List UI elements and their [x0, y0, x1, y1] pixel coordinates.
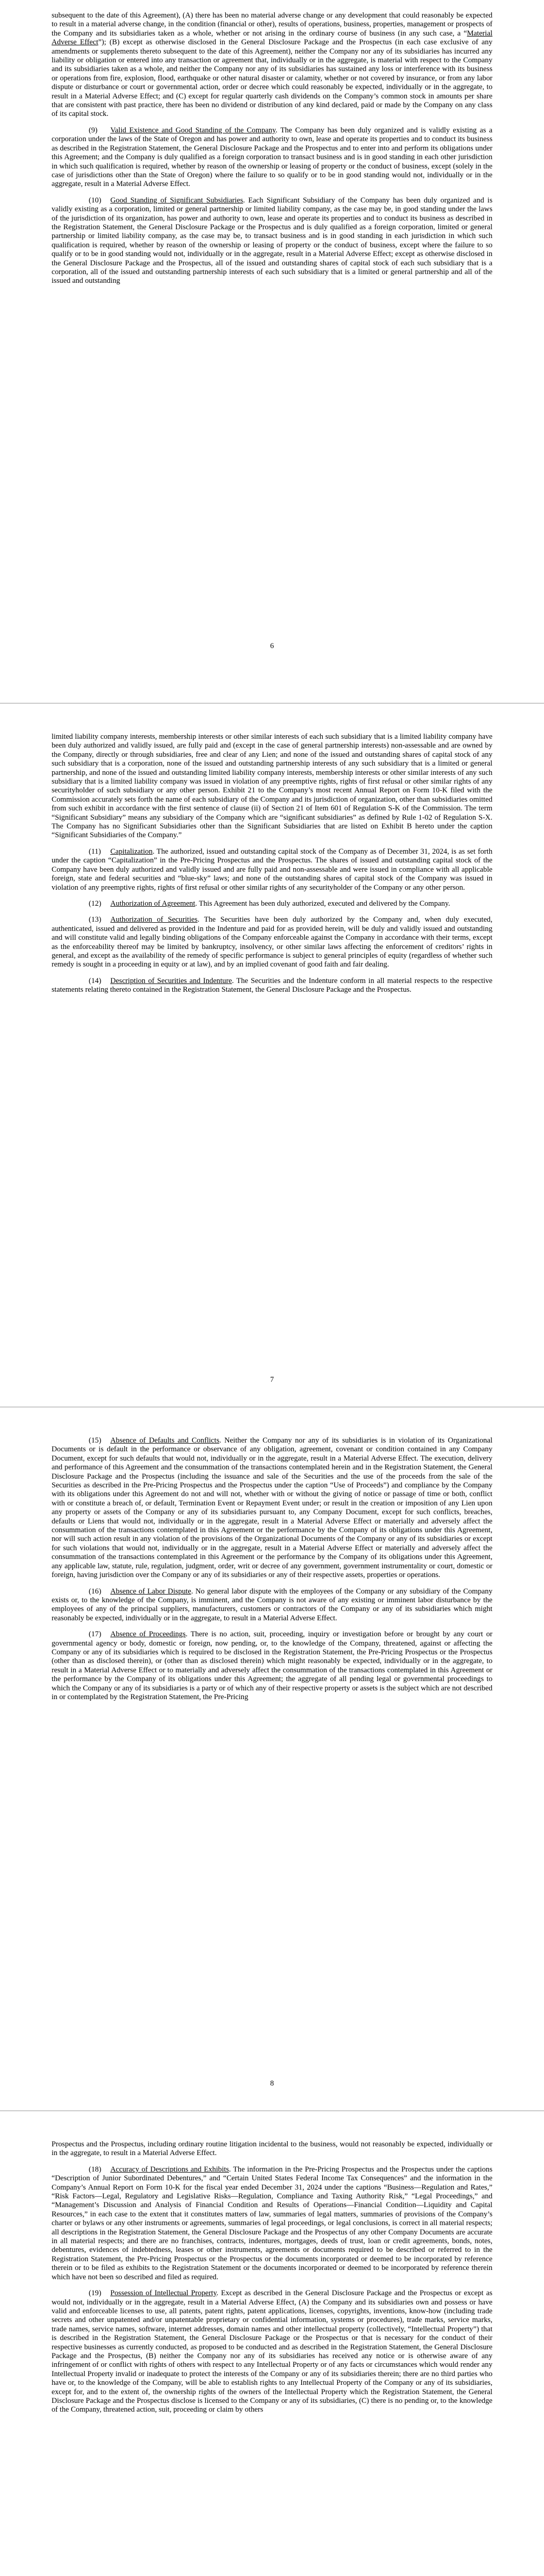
- section-16-body: . No general labor dispute with the employees of the Company or any subsidiary of the Company exists or, to the knowledge of the Company, is imminent, and the Company is not aware of any existing or imminent labor disturbance by the employees of any of the principal suppliers, manufacturers, customers or contractors of the Company or any of its subsidiaries which might reasonably be expected, individually or in the aggregate, to result in a Material Adverse Effect.: [52, 1587, 492, 1622]
- section-11-heading: Capitalization: [110, 847, 153, 856]
- page-9: [0, 2111, 544, 2576]
- page-number-7: 7: [270, 1376, 274, 1384]
- section-14-body: . The Securities and the Indenture conform in all material respects to the respective statements relating thereto contained in the Registration Statement, the General Disclosure Package and the Prospectus.: [52, 976, 493, 994]
- page6-continuation-text: subsequent to the date of this Agreement), (A) there has been no material adverse change or any development that could reasonably be expected to result in a material adverse change, in the condition (financial or other), results of operations, business, properties, management or prospects of the Company and its subsidiaries taken as a whole, whether or not arising in the ordinary course of business (in any such case, a “Material Adverse Effect”); (B) except as otherwise disclosed in the General Disclosure Package and the Prospectus (in each case exclusive of any amendments or supplements thereto subsequent to the date of this Agreement), neither the Company nor any of its subsidiaries has incurred any liability or obligation or entered into any transaction or agreement that, individually or in the aggregate, is material with respect to the Company and its subsidiaries taken as a whole, and neither the Company nor any of its subsidiaries has sustained any loss or interference with its business or operations from fire, explosion, flood, earthquake or other natural disaster or calamity, whether or not covered by insurance, or from any labor dispute or disturbance or court or governmental action, order or decree which could reasonably be expected, individually or in the aggregate, to result in a Material Adverse Effect; and (C) except for regular quarterly cash dividends on the Company’s common stock in amounts per share that are consistent with past practice, there has been no dividend or distribution of any kind declared, paid or made by the Company on any class of its capital stock.: [52, 11, 492, 118]
- section-18-heading: Accuracy of Descriptions and Exhibits: [110, 2165, 229, 2174]
- section-9: [52, 126, 492, 189]
- section-17-body: . There is no action, suit, proceeding, inquiry or investigation before or brought by any court or governmental agency or body, domestic or foreign, now pending, or, to the knowledge of the Company, threatened, against or affecting the Company or any of its subsidiaries which is required to be disclosed in the Registration Statement, the Pre-Pricing Prospectus or the Prospectus (other than as disclosed therein), or (other than as disclosed therein) which might reasonably be expected, individually or in the aggregate, to result in a Material Adverse Effect or to materially and adversely affect the consummation of the transactions contemplated in this Agreement or the performance by the Company of its obligations under this Agreement; the aggregate of all pending legal or governmental proceedings to which the Company or any of its subsidiaries is a party or of which any of their respective property or assets is the subject which are not described in or contemplated by the Registration Statement, the Pre-Pricing: [52, 1630, 492, 1701]
- section-10-body: . Each Significant Subsidiary of the Company has been duly organized and is validly existing as a corporation, limited or general partnership or limited liability company, as the case may be, in good standing under the laws of the jurisdiction of its organization, has power and authority to own, lease and operate its properties and to conduct its business as described in the Registration Statement, the General Disclosure Package or the Prospectus and is duly qualified as a foreign corporation, limited or general partnership or limited liability company, as the case may be, to transact business and is in good standing in each jurisdiction in which such qualification is required, whether by reason of the ownership or leasing of property or the conduct of business, except where the failure to so qualify or to be in good standing would not, individually or in the aggregate, result in a Material Adverse Effect; except as otherwise disclosed in the General Disclosure Package and the Prospectus, all of the issued and outstanding shares of capital stock of each such subsidiary that is a corporation, all of the issued and outstanding partnership interests of each such subsidiary that is a limited or general partnership and all of the issued and outstanding: [52, 196, 492, 285]
- section-15: [52, 1436, 492, 1580]
- section-12-heading: Authorization of Agreement: [110, 899, 195, 908]
- section-19: [52, 2289, 492, 2415]
- section-16: [52, 1587, 492, 1623]
- section-11: [52, 848, 492, 892]
- section-17-number: (17): [89, 1630, 102, 1639]
- page-8: [0, 1408, 544, 2110]
- section-18-body: . The information in the Pre-Pricing Prospectus and the Prospectus under the captions “Description of Junior Subordinated Debentures,” and “Certain United States Federal Income Tax Consequences” and the information in the Company’s Annual Report on Form 10-K for the fiscal year ended December 31, 2024 under the captions “Business—Regulation and Rates,” “Risk Factors—Legal, Regulatory and Legislative Risks—Regulation, Compliance and Taxing Authority Risk,” “Legal Proceedings,” and “Management’s Discussion and Analysis of Financial Condition and Results of Operations—Financial Condition—Liquidity and Capital Resources,” in each case to the extent that it constitutes matters of law, summaries of legal matters, summaries of provisions of the Company’s charter or bylaws or any other instruments or agreements, summaries of legal proceedings, or legal conclusions, is correct in all material respects; all descriptions in the Registration Statement, the General Disclosure Package and the Prospectus of any other Company Documents are accurate in all material respects; and there are no franchises, contracts, indentures, mortgages, deeds of trust, loan or credit agreements, bonds, notes, debentures, evidences of indebtedness, leases or other instruments, agreements or documents required to be described or referred to in the Registration Statement, the Pre-Pricing Prospectus or the Prospectus or the documents incorporated or deemed to be incorporated by reference therein or to be filed as exhibits to the Registration Statement or the documents incorporated or deemed to be incorporated by reference therein which have not been so described and filed as required.: [52, 2165, 493, 2281]
- section-19-number: (19): [89, 2289, 102, 2298]
- page-6: [0, 0, 544, 702]
- page-number-8: 8: [270, 2079, 274, 2088]
- section-15-heading: Absence of Defaults and Conflicts: [110, 1436, 220, 1445]
- section-14: [52, 977, 492, 995]
- page7-continuation-text: limited liability company interests, membership interests or other similar interests of each such subsidiary that is a limited liability company have been duly authorized and validly issued, are fully paid and (except in the case of general partnership interests) non-assessable and are owned by the Company, directly or through subsidiaries, free and clear of any Lien; and none of the issued and outstanding shares of capital stock of any such subsidiary that is a corporation, none of the issued and outstanding partnership interests of any such subsidiary that is a limited or general partnership, and none of the issued and outstanding limited liability company interests, membership interests or other similar interests of any such subsidiary that is a limited liability company was issued in violation of any preemptive rights, rights of first refusal or other similar rights of any securityholder of such subsidiary or any other person. Exhibit 21 to the Company’s most recent Annual Report on Form 10-K filed with the Commission accurately sets forth the name of each subsidiary of the Company and its jurisdiction of organization, other than subsidiaries omitted from such exhibit in accordance with the first sentence of clause (ii) of Section 21 of Item 601 of Regulation S-K of the Commission. The term “Significant Subsidiary” means any subsidiary of the Company which are “significant subsidiaries” as defined by Rule 1-02 of Regulation S-X. The Company has no Significant Subsidiaries other than the Significant Subsidiaries that are listed on Exhibit B hereto under the caption “Significant Subsidiaries of the Company.”: [52, 733, 492, 840]
- defined-term-material-adverse-effect: Material Adverse Effect: [52, 29, 492, 47]
- section-9-number: (9): [89, 126, 98, 134]
- section-16-heading: Absence of Labor Dispute: [110, 1587, 191, 1596]
- section-13-heading: Authorization of Securities: [110, 916, 198, 924]
- section-10-heading: Good Standing of Significant Subsidiaries: [110, 196, 243, 205]
- section-10: [52, 196, 492, 286]
- section-19-heading: Possession of Intellectual Property: [110, 2289, 217, 2298]
- section-12: [52, 900, 492, 908]
- section-9-body: . The Company has been duly organized and is validly existing as a corporation under the laws of the State of Oregon and has power and authority to own, lease and operate its properties and to conduct its business as described in the Registration Statement, the General Disclosure Package and the Prospectus and to enter into and perform its obligations under this Agreement; and the Company is duly qualified as a foreign corporation to transact business and is in good standing in each other jurisdiction in which such qualification is required, whether by reason of the ownership or leasing of property or the conduct of business, except (solely in the case of jurisdictions other than the State of Oregon) where the failure to so qualify or to be in good standing would not, individually or in the aggregate, result in a Material Adverse Effect.: [52, 126, 492, 189]
- section-18: [52, 2165, 492, 2282]
- section-11-body: . The authorized, issued and outstanding capital stock of the Company as of December 31, 2024, is as set forth under the caption “Capitalization” in the Pre-Pricing Prospectus and the Prospectus. The shares of issued and outstanding capital stock of the Company have been duly authorized and validly issued and are fully paid and non-assessable and were issued in compliance with all applicable foreign, state and federal securities and “blue-sky” laws; and none of the outstanding shares of capital stock of the Company was issued in violation of any preemptive rights, rights of first refusal or other similar rights of any securityholder of the Company or any other person.: [52, 847, 492, 892]
- section-19-body: . Except as described in the General Disclosure Package and the Prospectus or except as would not, individually or in the aggregate, result in a Material Adverse Effect, (A) the Company and its subsidiaries own and possess or have valid and enforceable licenses to use, all patents, patent rights, patent applications, licenses, copyrights, inventions, know-how (including trade secrets and other unpatented and/or unpatentable proprietary or confidential information, systems or procedures), trade marks, service marks, trade names, service names, software, internet addresses, domain names and other intellectual property (collectively, “Intellectual Property”) that is described in the Registration Statement, the General Disclosure Package or the Prospectus or that is necessary for the conduct of their respective businesses as currently conducted, as proposed to be conducted and as described in the Registration Statement, the General Disclosure Package and the Prospectus, (B) neither the Company nor any of its subsidiaries has received any notice or is otherwise aware of any infringement of or conflict with rights of others with respect to any Intellectual Property or of any facts or circumstances which would render any Intellectual Property invalid or inadequate to protect the interests of the Company or any of its subsidiaries therein; there are no third parties who have or, to the knowledge of the Company, will be able to establish rights to any Intellectual Property of the Company or any of its subsidiaries, except for, and to the extent of, the ownership rights of the owners of the Intellectual Property which the Registration Statement, the General Disclosure Package and the Prospectus disclose is licensed to the Company or any of its subsidiaries, (C) there is no pending or, to the knowledge of the Company, threatened action, suit, proceeding or claim by others: [52, 2289, 492, 2414]
- section-17-heading: Absence of Proceedings: [110, 1630, 186, 1639]
- section-13-body: . The Securities have been duly authorized by the Company and, when duly executed, authenticated, issued and delivered as provided in the Indenture and paid for as provided herein, will be duly and validly issued and outstanding and will constitute valid and legally binding obligations of the Company enforceable against the Company in accordance with their terms, except as the enforceability thereof may be limited by bankruptcy, insolvency, or other similar laws affecting the enforcement of creditors’ rights in general, and except as the availability of the remedy of specific performance is subject to general principles of equity (regardless of whether such remedy is sought in a proceeding in equity or at law), and by an implied covenant of good faith and fair dealing.: [52, 916, 493, 969]
- section-9-heading: Valid Existence and Good Standing of the Company: [110, 126, 276, 134]
- page9-continuation: [52, 2140, 492, 2158]
- page6-continuation: [52, 11, 492, 119]
- section-16-number: (16): [89, 1587, 102, 1596]
- page-7: [0, 704, 544, 1406]
- section-10-number: (10): [89, 196, 102, 205]
- section-13: [52, 916, 492, 969]
- section-12-body: . This Agreement has been duly authorized, executed and delivered by the Company.: [195, 899, 450, 908]
- section-18-number: (18): [89, 2165, 102, 2174]
- section-17: [52, 1630, 492, 1702]
- page7-continuation: [52, 733, 492, 840]
- section-15-number: (15): [89, 1436, 102, 1445]
- page-number-6: 6: [270, 642, 274, 650]
- section-13-number: (13): [89, 916, 102, 924]
- section-12-number: (12): [89, 899, 102, 908]
- section-14-heading: Description of Securities and Indenture: [110, 976, 232, 985]
- page9-continuation-text: Prospectus and the Prospectus, including ordinary routine litigation incidental to the business, would not reasonably be expected, individually or in the aggregate, to result in a Material Adverse Effect.: [52, 2140, 492, 2158]
- section-11-number: (11): [89, 847, 101, 856]
- section-14-number: (14): [89, 976, 102, 985]
- section-15-body: . Neither the Company nor any of its subsidiaries is in violation of its Organizational Documents or is default in the performance or observance of any obligation, agreement, covenant or condition contained in any Company Document, except for such defaults that would not, individually or in the aggregate, result in a Material Adverse Effect. The execution, delivery and performance of this Agreement and the consummation of the transactions contemplated herein and in the Registration Statement, the General Disclosure Package and the Prospectus (including the issuance and sale of the Securities and the use of the proceeds from the sale of the Securities as described in the Pre-Pricing Prospectus and the Prospectus under the caption “Use of Proceeds”) and compliance by the Company with its obligations under this Agreement do not and will not, whether with or without the giving of notice or passage of time or both, conflict with or constitute a breach of, or default, Termination Event or Repayment Event under; or result in the creation or imposition of any Lien upon any property or assets of the Company or any of its subsidiaries pursuant to, any Company Document, except for such conflicts, breaches, defaults or Liens that would not, individually or in the aggregate, result in a Material Adverse Effect or materially and adversely affect the consummation of the transactions contemplated in this Agreement or the performance by the Company of its obligations under this Agreement, nor will such action result in any violation of the provisions of the Organizational Documents of the Company or any of its subsidiaries or except for such violations that would not, individually or in the aggregate, result in a Material Adverse Effect or materially and adversely affect the consummation of the transactions contemplated in this Agreement or the performance by the Company of its obligations under this Agreement, any applicable law, statute, rule, regulation, judgment, order, writ or decree of any government, government instrumentality or court, domestic or foreign, having jurisdiction over the Company or any of its subsidiaries or any of their respective assets, properties or operations.: [52, 1436, 493, 1580]
